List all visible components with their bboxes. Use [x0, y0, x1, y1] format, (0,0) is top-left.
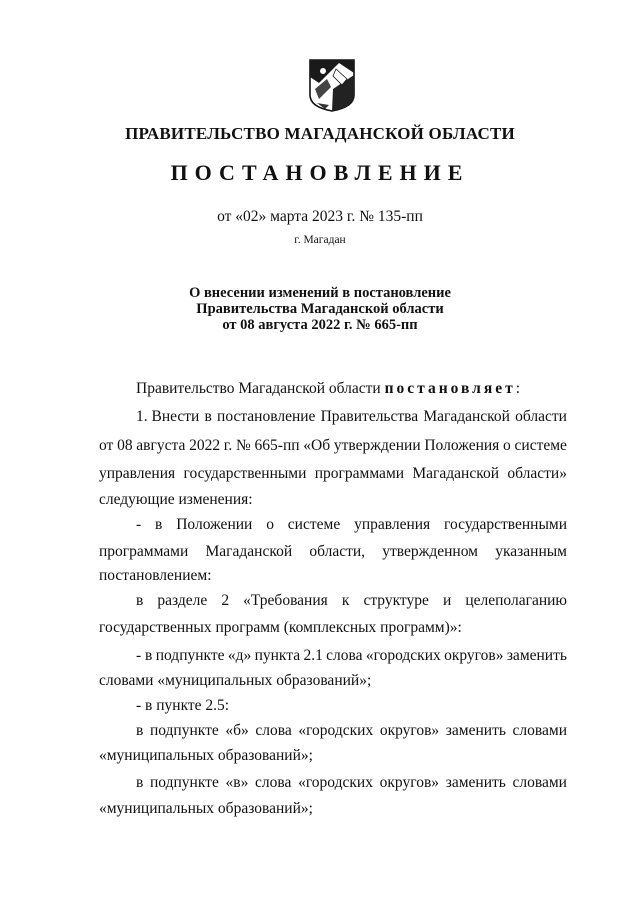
body-word: № [236, 437, 251, 454]
body-line: словами «муниципальных образований»; [99, 672, 372, 689]
body-word: «в» [225, 774, 249, 791]
body-word: «городских [298, 774, 373, 791]
body-word: системе [514, 437, 567, 454]
body-word: утвержденном [382, 543, 478, 560]
subject-line: от 08 августа 2022 г. № 665-пп [222, 317, 418, 333]
body-word: «городских [365, 647, 441, 664]
body-word: Магаданской [412, 465, 500, 482]
body-word: округов» [379, 722, 440, 739]
body-word: округов» [444, 647, 504, 664]
body-word: «городских [298, 722, 374, 739]
document-type-title: ПОСТАНОВЛЕНИЕ [170, 160, 470, 185]
body-word: управления [99, 465, 176, 482]
body-word: области [515, 408, 567, 425]
body-line [99, 465, 567, 483]
intro-prefix: Правительство Магаданской области [136, 380, 381, 397]
body-word: в [136, 774, 144, 791]
body-word: 1. Внести [136, 408, 200, 425]
body-word: слова [255, 722, 292, 739]
body-word: заменить [506, 647, 567, 664]
body-line [99, 722, 567, 740]
body-line [99, 543, 567, 561]
body-line: государственных программ (комплексных программ)»: [99, 619, 462, 636]
body-word: г. [223, 437, 233, 454]
government-title: ПРАВИТЕЛЬСТВО МАГАДАНСКОЙ ОБЛАСТИ [125, 124, 515, 143]
intro-colon: : [515, 380, 521, 397]
body-word: в [136, 592, 144, 609]
body-word: 2022 [189, 437, 221, 454]
body-line: - в пункте 2.5: [136, 697, 230, 714]
body-word: 08 [117, 437, 133, 454]
body-line: «муниципальных образований»; [99, 800, 313, 817]
body-word: управления [354, 516, 431, 533]
body-word: слова [326, 647, 363, 664]
body-line [99, 437, 567, 455]
body-word: Правительства [320, 408, 419, 425]
body-word: области, [309, 543, 366, 560]
intro-line [99, 380, 567, 398]
body-word: словами [512, 774, 567, 791]
body-line [99, 408, 567, 426]
body-word: постановление [217, 408, 316, 425]
body-word: пункта [254, 647, 301, 664]
body-line [99, 774, 567, 792]
body-word: государственными [444, 516, 567, 533]
body-line [99, 592, 567, 610]
body-word: к [341, 592, 350, 609]
body-word: в [204, 408, 212, 425]
body-word: Положении [176, 516, 253, 533]
body-word: государственными [183, 465, 307, 482]
body-word: в [136, 722, 144, 739]
body-word: - [136, 516, 142, 533]
intro-resolves: постановляет [384, 380, 516, 397]
body-word: области» [507, 465, 567, 482]
body-word: системе [287, 516, 341, 533]
body-word: программами [99, 543, 189, 560]
body-word: - в [136, 647, 153, 664]
body-word: подпункте [150, 774, 219, 791]
body-word: указанным [495, 543, 567, 560]
subject-line: Правительства Магаданской области [196, 301, 444, 317]
body-word: заменить [445, 774, 506, 791]
body-word: о [266, 516, 274, 533]
body-word: «Об [303, 437, 331, 454]
body-word: программами [314, 465, 405, 482]
body-word: структуре [363, 592, 429, 609]
subject-line: О внесении изменений в постановление [189, 285, 451, 301]
document-subject [0, 285, 640, 333]
body-word: слова [255, 774, 292, 791]
body-line: следующие изменения: [99, 491, 253, 508]
body-line: постановлением: [99, 567, 212, 584]
body-word: заменить [445, 722, 506, 739]
coat-of-arms-emblem [309, 59, 355, 112]
body-word: и [442, 592, 452, 609]
body-word: словами [512, 722, 567, 739]
body-word: Магаданской [205, 543, 293, 560]
body-word: 2 [221, 592, 230, 609]
body-word: «б» [225, 722, 249, 739]
body-word: 665-пп [254, 437, 300, 454]
body-word: округов» [379, 774, 440, 791]
issuing-city: г. Магадан [294, 234, 346, 246]
body-word: целеполаганию [465, 592, 567, 609]
document-date-number: от «02» марта 2023 г. № 135-пп [217, 208, 423, 225]
body-word: подпункте [149, 722, 219, 739]
body-word: 2.1 [303, 647, 323, 664]
body-word: «Требования [243, 592, 328, 609]
body-word: «д» [227, 647, 252, 664]
body-word: Положения [424, 437, 500, 454]
body-word: разделе [157, 592, 208, 609]
body-line [99, 516, 567, 534]
body-word: августа [136, 437, 186, 454]
body-word: утверждении [333, 437, 421, 454]
body-line [99, 647, 567, 665]
body-word: подпункте [155, 647, 225, 664]
body-word: от [99, 437, 114, 454]
body-line: «муниципальных образований»; [99, 747, 313, 764]
body-word: в [155, 516, 163, 533]
body-word: о [503, 437, 511, 454]
body-word: Магаданской [423, 408, 510, 425]
